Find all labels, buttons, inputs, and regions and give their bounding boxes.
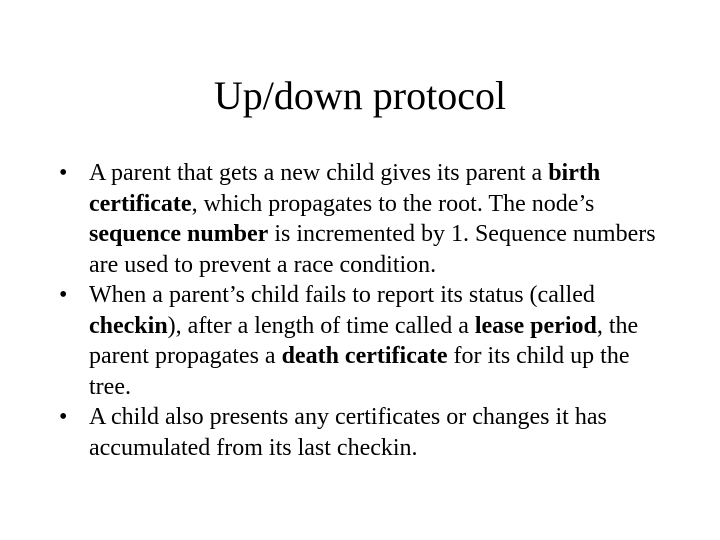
bullet-item-child-presents: [55, 402, 675, 463]
bold-term-birth-certificate: birth certificate: [89, 160, 601, 217]
bullet-text-segment: , which propagates to the root. The node’s: [191, 190, 595, 217]
bold-term-lease-period: lease period: [474, 312, 597, 339]
bullet-text-segment: A child also presents any certificates or changes it has accumulated from its last checkin.: [89, 404, 607, 461]
bold-term-sequence-number: sequence number: [89, 221, 269, 247]
bullet-icon: •: [59, 282, 68, 308]
bullet-text: [89, 160, 656, 278]
bullet-text: [89, 282, 638, 400]
slide-title: Up/down protocol: [213, 73, 507, 118]
bullet-text-segment: , the parent propagates a: [89, 312, 639, 369]
bullet-text-segment: A parent that gets a new child gives its parent a: [89, 160, 549, 186]
bullet-item-death-certificate: [55, 280, 675, 402]
bullet-text-segment: ), after a length of time called a: [167, 312, 475, 339]
bullet-icon: •: [59, 404, 68, 430]
bullet-list: [55, 158, 675, 463]
bold-term-death-certificate: death certificate: [281, 343, 448, 369]
bold-term-checkin: checkin: [89, 312, 168, 339]
bullet-icon: •: [59, 160, 68, 186]
bullet-text-segment: When a parent’s child fails to report its status (called: [89, 282, 595, 308]
bullet-text-segment: is incremented by 1. Sequence numbers are used to prevent a race condition.: [89, 221, 656, 278]
bullet-text-segment: for its child up the tree.: [89, 343, 630, 400]
bullet-item-birth-certificate: [55, 158, 675, 280]
bullet-text: [89, 404, 607, 461]
